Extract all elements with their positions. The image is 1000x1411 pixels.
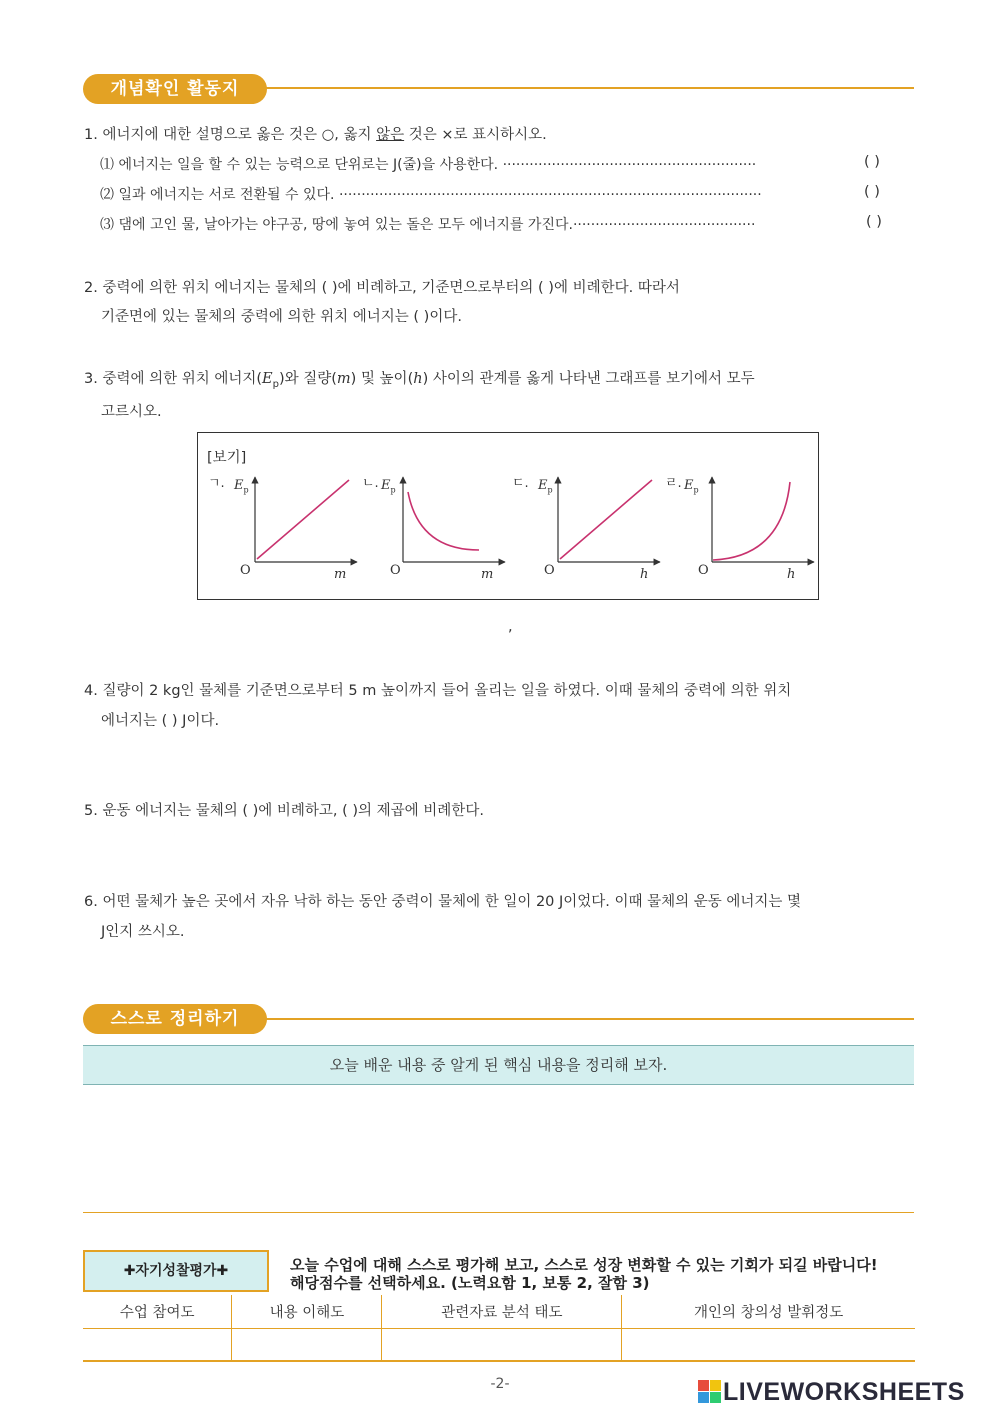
question-2-line2: 기준면에 있는 물체의 중력에 의한 위치 에너지는 ( )이다. — [101, 309, 462, 325]
m-symbol: m — [336, 371, 351, 387]
score-cell-creativity[interactable] — [622, 1329, 915, 1362]
section-title-summary: 스스로 정리하기 — [83, 1004, 267, 1034]
graph-4-ylabel: $E_p$ — [684, 478, 699, 495]
self-eval-table — [83, 1295, 915, 1362]
question-number: 3. — [84, 371, 98, 387]
underlined-word: 않은 — [376, 127, 405, 143]
question-6-line2: J인지 쓰시오. — [101, 924, 185, 940]
page-number: -2- — [490, 1376, 510, 1392]
question-4-line2: 에너지는 ( ) J이다. — [101, 713, 220, 729]
question-text: 운동 에너지는 물체의 ( )에 비례하고, ( )의 제곱에 비례한다. — [102, 803, 484, 819]
graph-2-origin: O — [390, 563, 401, 578]
item-text: 댐에 고인 물, 날아가는 야구공, 땅에 놓여 있는 돌은 모두 에너지를 가진다.········································· — [118, 217, 756, 233]
graph-g3 — [558, 477, 660, 562]
example-label: [보기] — [207, 450, 247, 466]
ep-subscript: p — [272, 378, 279, 390]
example-graphs — [197, 432, 819, 600]
score-cell-participation[interactable] — [83, 1329, 232, 1362]
question-text: 중력에 의한 위치 에너지는 물체의 ( )에 비례하고, 기준면으로부터의 ( )에 비례한다. 따라서 — [102, 280, 680, 296]
graph-1-origin: O — [240, 563, 251, 578]
section-divider — [260, 87, 914, 89]
question-number: 2. — [84, 280, 98, 296]
question-text-end: 것은 ×로 표시하시오. — [404, 127, 547, 143]
q1-item-3 — [100, 214, 755, 234]
graph-1-label: ㄱ. — [208, 476, 225, 491]
question-3-line2: 고르시오. — [101, 404, 162, 420]
ep-symbol: E — [262, 371, 273, 387]
self-eval-instruction-2: 해당점수를 선택하세요. (노력요함 1, 보통 2, 잘함 3) — [290, 1274, 650, 1292]
item-text: 일과 에너지는 서로 전환될 수 있다. ······························································································· — [118, 187, 762, 203]
score-cell-analysis[interactable] — [382, 1329, 622, 1362]
section-divider — [260, 1018, 914, 1020]
graph-1-xlabel: m — [334, 567, 347, 582]
question-text: ) 사이의 관계를 옳게 나타낸 그래프를 보기에서 모두 — [422, 371, 755, 387]
graph-3-xlabel: h — [640, 567, 649, 582]
question-number: 1. — [84, 127, 98, 143]
question-text: 질량이 2 kg인 물체를 기준면으로부터 5 m 높이까지 들어 올리는 일을 하였다. 이때 물체의 중력에 의한 위치 — [102, 683, 792, 699]
graph-3-ylabel: $E_p$ — [538, 478, 553, 495]
curve-growth — [713, 482, 790, 560]
q1-item-1 — [100, 154, 756, 174]
graph-3-label: ㄷ. — [512, 476, 529, 491]
column-analysis: 관련자료 분석 태도 — [382, 1295, 622, 1329]
question-2 — [84, 276, 680, 297]
column-creativity: 개인의 창의성 발휘정도 — [622, 1295, 915, 1329]
graph-4-origin: O — [698, 563, 709, 578]
question-number: 4. — [84, 683, 98, 699]
question-text: )와 질량( — [278, 371, 337, 387]
question-4 — [84, 679, 791, 700]
graph-3-origin: O — [544, 563, 555, 578]
graph-2-ylabel: $E_p$ — [381, 478, 396, 495]
section-title-concept: 개념확인 활동지 — [83, 74, 267, 104]
answer-comma[interactable]: , — [508, 619, 513, 635]
score-cell-understanding[interactable] — [232, 1329, 382, 1362]
answer-blank[interactable]: ( ) — [864, 154, 880, 170]
column-participation: 수업 참여도 — [83, 1295, 232, 1329]
graph-4-xlabel: h — [787, 567, 796, 582]
question-number: 5. — [84, 803, 98, 819]
question-text: 어떤 물체가 높은 곳에서 자유 낙하 하는 동안 중력이 물체에 한 일이 20 J이었다. 이때 물체의 운동 에너지는 몇 — [102, 894, 802, 910]
question-1 — [84, 123, 547, 144]
question-5 — [84, 799, 484, 820]
item-text: 에너지는 일을 할 수 있는 능력으로 단위로는 J(줄)을 사용한다. ························································· — [118, 157, 757, 173]
item-number: ⑴ — [100, 157, 114, 173]
self-eval-instruction-1: 오늘 수업에 대해 스스로 평가해 보고, 스스로 성장 변화할 수 있는 기회가 되길 바랍니다! — [290, 1256, 878, 1274]
item-number: ⑵ — [100, 187, 114, 203]
graph-1-ylabel: $E_p$ — [234, 478, 249, 495]
question-text: 에너지에 대한 설명으로 옳은 것은 ○, 옳지 — [102, 127, 377, 143]
summary-banner: 오늘 배운 내용 중 알게 된 핵심 내용을 정리해 보자. — [83, 1045, 914, 1085]
graph-g4 — [712, 477, 814, 562]
question-text: ) 및 높이( — [350, 371, 414, 387]
question-3 — [84, 367, 755, 390]
h-symbol: h — [413, 371, 423, 387]
column-understanding: 내용 이해도 — [232, 1295, 382, 1329]
curve-decay — [408, 492, 479, 550]
question-6 — [84, 890, 801, 911]
graph-2-xlabel: m — [481, 567, 494, 582]
q1-item-2 — [100, 184, 762, 204]
liveworksheets-logo — [697, 1376, 965, 1408]
item-number: ⑶ — [100, 217, 114, 233]
graph-g2 — [403, 477, 505, 562]
answer-blank[interactable]: ( ) — [864, 184, 880, 200]
curve-linear — [560, 480, 652, 559]
answer-blank[interactable]: ( ) — [866, 214, 882, 230]
summary-area-bottom-line — [83, 1212, 914, 1213]
curve-linear — [257, 480, 349, 559]
question-text: 중력에 의한 위치 에너지( — [102, 371, 263, 387]
graph-2-label: ㄴ. — [362, 476, 379, 491]
graph-4-label: ㄹ. — [665, 476, 682, 491]
graph-g1 — [255, 477, 357, 562]
self-eval-label: ✚자기성찰평가✚ — [83, 1250, 269, 1292]
logo-icon — [697, 1379, 723, 1405]
logo-text: LIVEWORKSHEETS — [723, 1377, 965, 1406]
question-number: 6. — [84, 894, 98, 910]
